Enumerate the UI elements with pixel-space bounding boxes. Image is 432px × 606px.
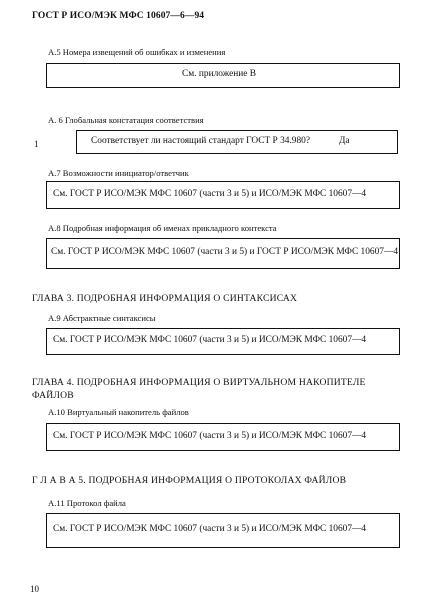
chapter-4-heading-line2: ФАЙЛОВ	[32, 390, 74, 401]
answer-text-a5: См. приложение В	[182, 69, 257, 79]
chapter-5-heading: Г Л А В А 5. ПОДРОБНАЯ ИНФОРМАЦИЯ О ПРОТОКОЛАХ ФАЙЛОВ	[32, 475, 347, 486]
answer-box-a10	[46, 423, 400, 451]
chapter-3-heading: ГЛАВА 3. ПОДРОБНАЯ ИНФОРМАЦИЯ О СИНТАКСИСАХ	[32, 293, 298, 304]
question-text-a6: Соответствует ли настоящий стандарт ГОСТ Р 34.980?	[91, 136, 311, 146]
document-header: ГОСТ Р ИСО/МЭК МФС 10607—6—94	[32, 11, 205, 21]
answer-text-a8: См. ГОСТ Р ИСО/МЭК МФС 10607 (части 3 и 5) и ГОСТ Р ИСО/МЭК МФС 10607—4	[51, 247, 399, 257]
section-label-a7: А.7 Возможности инициатор/ответчик	[48, 168, 189, 178]
answer-box-a9	[46, 328, 400, 355]
answer-text-a10: См. ГОСТ Р ИСО/МЭК МФС 10607 (части 3 и 5) и ИСО/МЭК МФС 10607—4	[53, 431, 367, 441]
answer-box-a6	[76, 130, 398, 154]
page-number: 10	[30, 584, 39, 594]
answer-box-a5	[46, 63, 400, 88]
section-label-a8: А.8 Подробная информация об именах прикладного контекста	[48, 223, 277, 233]
section-label-a5: А.5 Номера извещений об ошибках и изменения	[48, 47, 226, 57]
answer-text-a11: См. ГОСТ Р ИСО/МЭК МФС 10607 (части 3 и 5) и ИСО/МЭК МФС 10607—4	[53, 524, 367, 534]
answer-text-a7: См. ГОСТ Р ИСО/МЭК МФС 10607 (части 3 и 5) и ИСО/МЭК МФС 10607—4	[53, 189, 367, 199]
answer-box-a7	[46, 181, 400, 209]
answer-text-a6: Да	[339, 136, 350, 146]
chapter-4-heading: ГЛАВА 4. ПОДРОБНАЯ ИНФОРМАЦИЯ О ВИРТУАЛЬНОМ НАКОПИТЕЛЕ	[32, 377, 366, 388]
section-label-a6: А. 6 Глобальная констатация соответствия	[48, 115, 204, 125]
row-number: 1	[34, 139, 39, 149]
answer-box-a11	[46, 513, 400, 548]
answer-box-a8	[46, 238, 400, 269]
section-label-a11: А.11 Протокол файла	[48, 498, 126, 508]
section-label-a9: А.9 Абстрактные синтаксисы	[48, 313, 156, 323]
answer-text-a9: См. ГОСТ Р ИСО/МЭК МФС 10607 (части 3 и 5) и ИСО/МЭК МФС 10607—4	[53, 335, 367, 345]
section-label-a10: А.10 Виртуальный накопитель файлов	[48, 407, 189, 417]
